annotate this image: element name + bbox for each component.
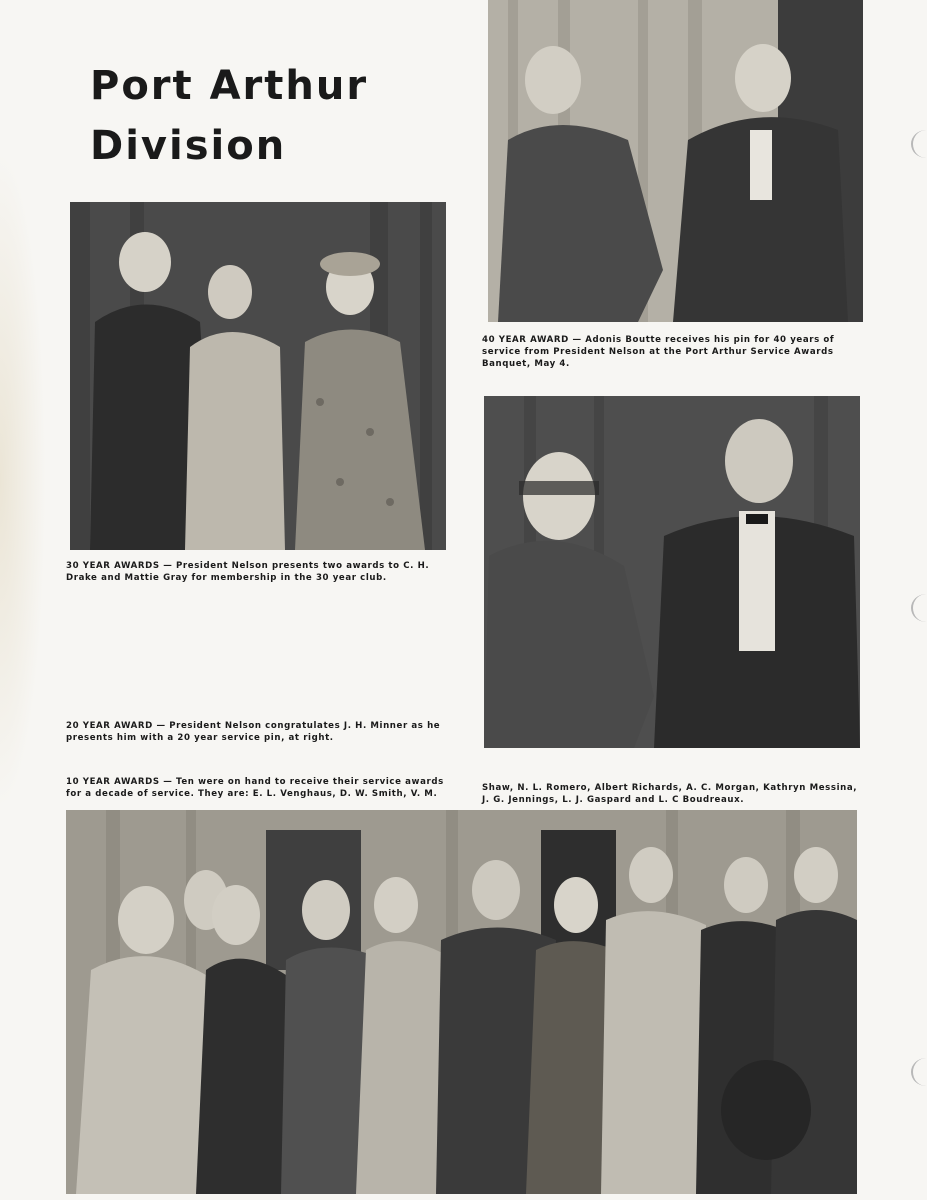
caption-10-year-awards-right [482,782,864,806]
caption-30-year-text: — President Nelson presents two awards to C. H. Drake and Mattie Gray for membership in the 30 year club. [66,561,430,583]
photo-40-year-award [488,0,863,322]
caption-30-year-label: 30 YEAR AWARDS [66,561,160,571]
photo-30-year-awards [70,202,446,550]
title-line-1: Port Arthur [90,63,369,109]
binder-hole-bottom [911,1058,927,1086]
caption-10-year-awards-left [66,776,446,800]
caption-40-year-award [482,334,864,370]
photo-10-year-awards-group [66,810,857,1194]
caption-10-year-label: 10 YEAR AWARDS [66,777,160,787]
caption-30-year-awards [66,560,446,584]
caption-10-year-text-left: — Ten were on hand to receive their service awards for a decade of service. They are: E. L. Venghaus, D. W. Smith, V. M. [66,777,444,799]
caption-20-year-label: 20 YEAR AWARD [66,721,153,731]
binder-hole-top [911,130,927,158]
caption-20-year-award [66,720,446,744]
caption-40-year-label: 40 YEAR AWARD [482,335,569,345]
caption-10-year-text-right: Shaw, N. L. Romero, Albert Richards, A. C. Morgan, Kathryn Messina, J. G. Jennings, L. J. Gaspard and L. C Boudreaux. [482,783,858,805]
photo-20-year-award [484,396,860,748]
caption-40-year-text: — Adonis Boutte receives his pin for 40 years of service from President Nelson at the Port Arthur Service Awards Banquet, May 4. [482,335,835,369]
title-line-2: Division [90,123,287,169]
caption-20-year-text: — President Nelson congratulates J. H. Minner as he presents him with a 20 year service pin, at right. [66,721,441,743]
paper-stain [0,150,46,810]
page-title [90,56,368,176]
binder-hole-middle [911,594,927,622]
